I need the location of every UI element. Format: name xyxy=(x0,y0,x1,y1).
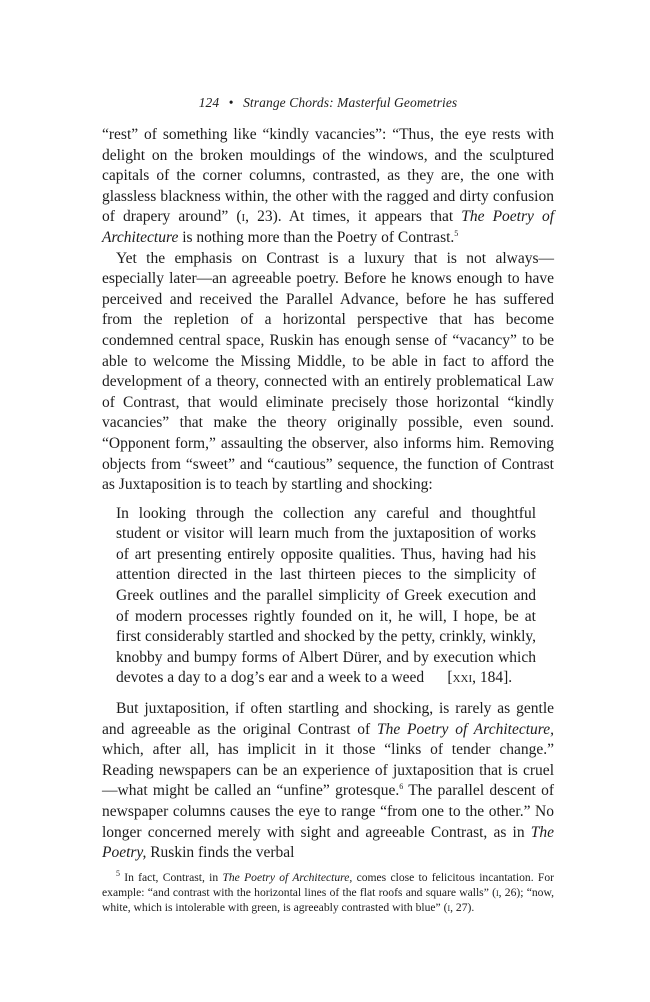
text-run: , 26); “now, white, which is intolerable with green, is agreeably contrasted with blue” ( xyxy=(102,885,554,914)
text-run: The parallel descent of newspaper columns causes the eye to range “from one to the other.” No longer concerned merely with sight and agreeable Contrast, as in xyxy=(102,782,554,841)
text-run: Ruskin finds the verbal xyxy=(146,844,295,862)
book-page xyxy=(102,95,554,915)
footnote-ref: 6 xyxy=(399,782,404,792)
paragraph-1 xyxy=(102,125,554,249)
italic-title: The Poetry, xyxy=(102,823,554,862)
paragraph-2 xyxy=(102,249,554,496)
running-header xyxy=(102,95,554,111)
volume-ref: i xyxy=(495,885,499,899)
text-run: But juxtaposition, if often startling and shocking, is rarely as gentle and agreeable as the original Contrast of xyxy=(102,700,554,738)
text-run: comes close to felicitous incantation. For example: “and contrast with the horizontal lines of the flat roofs and square walls” ( xyxy=(102,870,554,899)
page-number: 124 xyxy=(198,95,220,110)
italic-title: The Poetry of Architecture, xyxy=(376,720,554,738)
volume-ref: i xyxy=(447,900,451,914)
text-run: which, after all, has implicit in it those “links of tender change.” Reading newspapers can be an experience of juxtaposition that is cruel—what might be called an “unfine” grotesque. xyxy=(102,741,554,800)
footnote-5 xyxy=(102,870,554,915)
volume-ref: xxi xyxy=(452,669,473,687)
text-run: Yet the emphasis on Contrast is a luxury that is not always—especially later—an agreeable poetry. Before he knows enough to have perceived and received the Parallel Advance, before he has suffered from the repletion of a horizontal perspective that has become condemned central space, Ruskin has enough sense of “vacancy” to be able to welcome the Missing Middle, to be able in fact to afford the development of a theory, connected with an entirely problematical Law of Contrast, that would eliminate precisely those horizontal “kindly vacancies” that make the theory originally possible, even sound. “Opponent form,” assaulting the observer, also informs him. Removing objects from “sweet” and “cautious” sequence, the function of Contrast as Juxtaposition is to teach by startling and shocking: xyxy=(102,249,554,494)
text-run: , 27). xyxy=(450,900,475,914)
running-title: Strange Chords: Masterful Geometries xyxy=(243,95,458,110)
text-run: , 23). At times, it appears that xyxy=(245,208,462,226)
text-run: , 184]. xyxy=(472,669,513,687)
header-separator: • xyxy=(228,95,234,110)
italic-title: The Poetry of Architecture, xyxy=(222,870,353,884)
paragraph-3 xyxy=(102,699,554,864)
text-run: “rest” of something like “kindly vacancies”: “Thus, the eye rests with delight on the broken mouldings of the windows, and the sculptured capitals of the corner columns, contrasted, as they are, the one with glassless blackness within, the other with the ragged and dirty confusion of drapery around” ( xyxy=(102,126,554,226)
text-run: is nothing more than the Poetry of Contrast. xyxy=(178,228,455,246)
text-run: In fact, Contrast, in xyxy=(120,870,223,884)
volume-ref: i xyxy=(241,208,246,226)
italic-title: The Poetry of Architecture xyxy=(102,208,554,246)
text-run: In looking through the collection any careful and thoughtful student or visitor will learn much from the juxtaposition of works of art presenting entirely opposite qualities. Thus, having had his attention directed in the last thirteen pieces to the simplicity of Greek outlines and the parallel simplicity of Greek execution and of modern processes rightly founded on it, he will, I hope, be at first considerably startled and shocked by the petty, crinkly, winkly, knobby and bumpy forms of Albert Dürer, and by execution which devotes a day to a dog’s ear and a week to a weed [ xyxy=(116,504,536,687)
block-quote-text xyxy=(116,504,536,689)
footnote-ref: 5 xyxy=(116,868,120,878)
block-quote xyxy=(116,504,536,689)
footnote-ref: 5 xyxy=(454,228,459,238)
